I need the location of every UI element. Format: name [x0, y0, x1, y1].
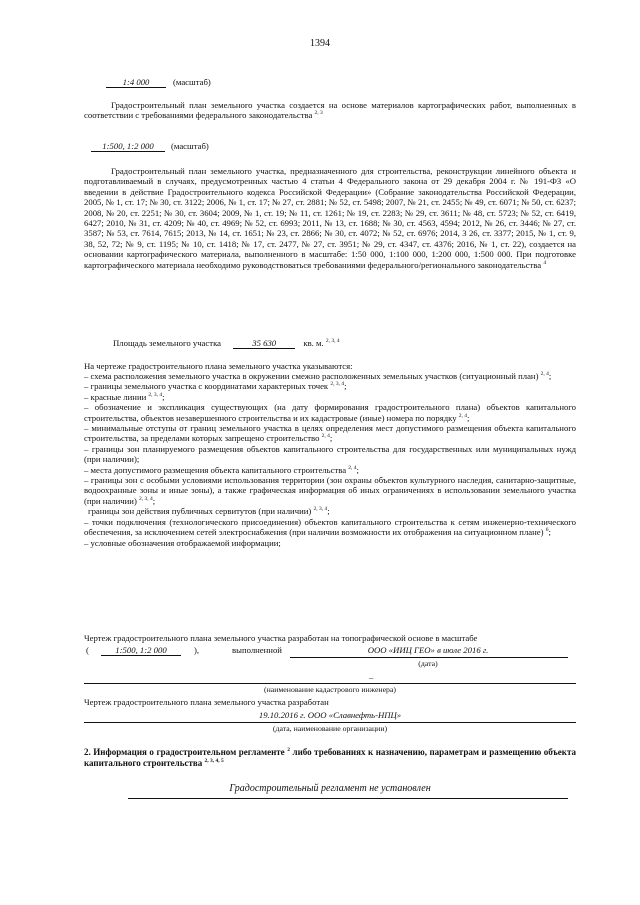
list-item: – точки подключения (технологического присоединения) объектов капитального строительства к сетям инженерно-технического обеспечения, за исключением сетей электроснабжения (при наличии возможности их отображения на ситуационном плане) $^6$; [84, 516, 576, 538]
regulation-value: Градостроительный регламент не установлен [229, 783, 431, 794]
engineer-line [84, 683, 576, 684]
list-item: – условные обозначения отображаемой информации; [84, 537, 281, 548]
topo-scale: 1:500, 1:2 000 [101, 645, 181, 656]
topo-close-paren: ), [194, 645, 200, 655]
scale-label-1: (масштаб) [173, 77, 211, 87]
topo-date-caption: (дата) [418, 659, 438, 668]
list-item: – места допустимого размещения объекта капитального строительства $^{2, 4}$; [84, 464, 359, 475]
topo-open-paren: ( [86, 645, 89, 655]
list-item: – схема расположения земельного участка в окружении смежно расположенных земельных участков (ситуационный план) $^{2, 4}$; [84, 371, 552, 381]
developed-line: Чертеж градостроительного плана земельного участка разработан [84, 697, 329, 707]
list-item: – красные линии $^{2, 3, 4}$; [84, 391, 165, 402]
topo-performed: выполненной [232, 645, 282, 655]
list-item: границы зон действия публичных сервитутов (при наличии) $^{2, 3, 4}$; [88, 506, 330, 517]
developed-value: 19.10.2016 г. ООО «Славнефть-НПЦ» [258, 710, 402, 720]
developed-underline [84, 722, 576, 723]
area-unit: кв. м. [303, 338, 324, 348]
topo-org: ООО «ИИЦ ГЕО» в июле 2016 г. [367, 645, 489, 655]
developed-caption: (дата, наименование организации) [272, 724, 388, 733]
scale-value-1: 1:4 000 [106, 77, 166, 88]
area-label: Площадь земельного участка [113, 338, 222, 348]
list-item: – границы зон планируемого размещения объектов капитального строительства для государственных или муниципальных нужд (при наличии); [84, 443, 576, 465]
topo-dash: – [369, 672, 374, 682]
paragraph-linear-object: Градостроительный план земельного участка, предназначенного для строительства, реконструкции линейного объекта и подготавливаемый в случаях, предусмотренных частью 4 статьи 4 Федерального закона от 29 декабря 2004 г. № 191-ФЗ «О введении в действие Градостроительного кодекса Российской Федерации» (Собрание законодательства Российской Федерации, 2005, № 1, ст. 17; № 30, ст. 3122; 2006, № 1, ст. 17; № 27, ст. 2881; № 52, ст. 5498; 2007, № 21, ст. 2455; № 49, ст. 6071; № 50, ст. 6237; 2008, № 20, ст. 2251; № 30, ст. 3604; 2009, № 1, ст. 19; № 11, ст. 1261; № 19, ст. 2283; № 29, ст. 3611; № 48, ст. 5723; № 52, ст. 6419, 6427; 2010, № 31, ст. 4209; № 40, ст. 4969; № 52, ст. 6993; 2011, № 13, ст. 1688; № 30, ст. 4563, 4594; 2012, № 26, ст. 3446; № 27, ст. 3587; № 53, ст. 7614, 7615; 2013, № 14, ст. 1651; № 23, ст. 2866; № 30, ст. 4072; № 52, ст. 6976; 2014, 3 26, ст. 3377; 2015, № 1, ст. 9, 38, 52, 72; № 9, ст. 1195; № 10, ст. 1418; № 17, ст. 2477, № 27, ст. 3951; № 29, ст. 4347, ст. 4376; 2016, № 1, ст. 22), создается на основании картографического материала, выполненного в масштабе: 1:50 000, 1:100 000, 1:200 000, 1:500 000. При подготовке картографического материала необходимо руководствоваться требованиями федерального/регионального законодательства $^4$ [84, 166, 576, 270]
area-sup: 2, 3, 4 [325, 338, 340, 344]
list-item: – границы зон с особыми условиями использования территории (зон охраны объектов культурного наследия, санитарно-защитные, водоохранные зоны и иные зоны), а также графическая информация об иных ограничениях в использовании земельного участка (при наличии) $^{2, 3, 4}$; [84, 475, 576, 506]
area-value: 35 630 [233, 338, 295, 349]
topo-line: Чертеж градостроительного плана земельного участка разработан на топографической основе в масштабе [84, 633, 478, 643]
page-number: 1394 [310, 38, 330, 49]
drawing-items-list [84, 371, 576, 548]
list-item: – границы земельного участка с координатами характерных точек $^{2, 3, 4}$; [84, 381, 347, 392]
scale-value-2: 1:500, 1:2 000 [91, 141, 165, 152]
paragraph-maps-basis: Градостроительный план земельного участка создается на основе материалов картографических работ, выполненных в соответствии с требованиями федерального законодательства $^{2, 3}$ [84, 100, 576, 121]
scale-label-2: (масштаб) [171, 141, 209, 151]
section-2-heading: 2. Информация о градостроительном регламенте $^2$ либо требованиях к назначению, параметрам и размещению объекта капитального строительства $^{2, 3, 4, 5}$ [84, 747, 576, 768]
regulation-underline [128, 798, 568, 799]
topo-org-underline [290, 657, 568, 658]
area-row [113, 338, 340, 349]
list-item: – обозначение и экспликация существующих (на дату формирования градостроительного плана) объектов капитального строительства, объектов незавершенного строительства и их кадастровые (иные) номера по порядку $^{2, 4}$; [84, 402, 576, 423]
engineer-caption: (наименование кадастрового инженера) [263, 685, 397, 694]
list-item: – минимальные отступы от границ земельного участка в целях определения мест допустимого размещения объекта капитального строительства, за пределами которых запрещено строительство $^{2, 4}$; [84, 423, 576, 444]
drawing-intro: На чертеже градостроительного плана земельного участка указываются: [84, 361, 353, 371]
